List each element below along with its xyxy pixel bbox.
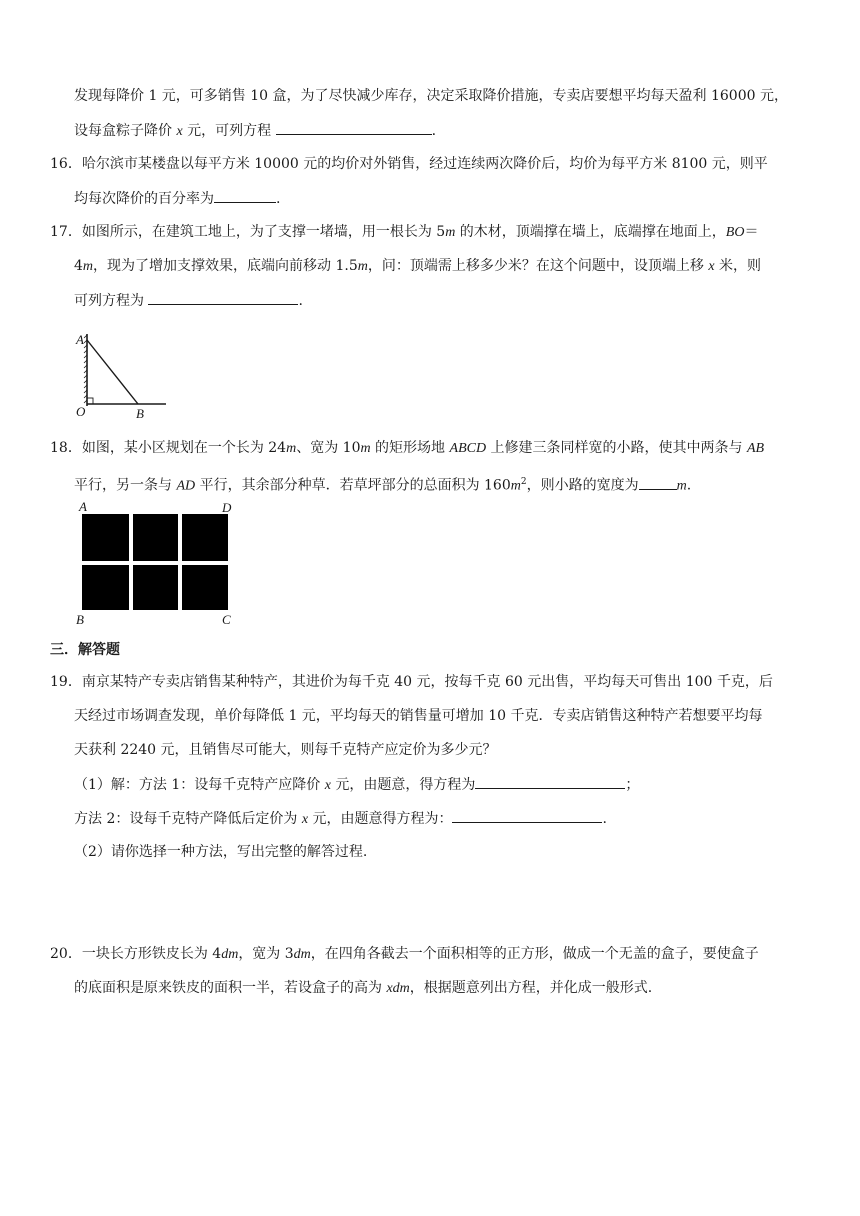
label-c: C (222, 612, 231, 627)
label-o: O (76, 404, 86, 419)
answer-blank[interactable] (475, 774, 625, 789)
q15-line2: 设每盒粽子降价 x 元，可列方程 . (74, 120, 436, 142)
answer-blank[interactable] (452, 808, 602, 823)
q16-line1: 16．哈尔滨市某楼盘以每平方米 10000 元的均价对外销售，经过连续两次降价后，均价为每平方米 8100 元，则平 (50, 156, 768, 172)
label-a: A (79, 499, 87, 514)
label-d: D (222, 500, 232, 515)
q19-line1: 19．南京某特产专卖店销售某种特产，其进价为每千克 40 元，按每千克 60 元出售，平均每天可售出 100 千克，后 (50, 674, 773, 690)
field-figure (76, 498, 246, 628)
q19-part1: （1）解：方法 1：设每千克特产应降价 x 元，由题意，得方程为 ； (74, 774, 639, 796)
q18-line2: 平行，另一条与 AD 平行，其余部分种草．若草坪部分的总面积为 $160m^2$，则小路的宽度为 m. (74, 472, 691, 497)
q19-part2: （2）请你选择一种方法，写出完整的解答过程. (74, 844, 368, 860)
q15-line1: 发现每降价 1 元，可多销售 10 盒，为了尽快减少库存，决定采取降价措施，专卖店要想平均每天盈利 16000 元， (74, 88, 788, 104)
label-a: A (76, 332, 84, 347)
q20-line2: 的底面积是原来铁皮的面积一半，若设盒子的高为 xdm，根据题意列出方程，并化成一般形式. (74, 980, 653, 996)
ladder-figure (70, 330, 180, 420)
section-title: 三．解答题 (50, 642, 120, 658)
label-b: B (136, 406, 144, 421)
q17-line3: 可列方程为 . (74, 290, 303, 311)
q19-line3: 天获利 2240 元，且销售尽可能大，则每千克特产应定价为多少元？ (74, 742, 497, 758)
q20-line1: 20．一块长方形铁皮长为 4dm，宽为 3dm，在四角各截去一个面积相等的正方形，做成一个无盖的盒子，要使盒子 (50, 946, 759, 962)
q17-line1: 17．如图所示，在建筑工地上，为了支撑一堵墙，用一根长为 5m 的木材，顶端撑在墙上，底端撑在地面上，BO＝ (50, 224, 759, 240)
label-b: B (76, 612, 84, 627)
answer-blank[interactable] (276, 120, 432, 135)
q17-line2: 4m，现为了增加支撑效果，底端向前移动 1.5m，问：顶端需上移多少米？在这个问题中，设顶端上移 x 米，则 (74, 258, 762, 274)
q16-line2: 均每次降价的百分率为 . (74, 188, 280, 209)
q18-line1: 18．如图，某小区规划在一个长为 24m、宽为 10m 的矩形场地 ABCD 上修建三条同样宽的小路，使其中两条与 AB (50, 440, 765, 456)
answer-blank[interactable] (148, 290, 298, 305)
answer-blank[interactable] (639, 475, 677, 490)
right-angle-mark (87, 398, 93, 404)
q19-part1-method2: 方法 2：设每千克特产降低后定价为 x 元，由题意得方程为： . (74, 808, 607, 830)
ladder-line (87, 340, 138, 404)
q19-line2: 天经过市场调查发现，单价每降低 1 元，平均每天的销售量可增加 10 千克．专卖店销售这种特产若想要平均每 (74, 708, 763, 724)
answer-blank[interactable] (214, 188, 276, 203)
path-horizontal (82, 561, 228, 565)
